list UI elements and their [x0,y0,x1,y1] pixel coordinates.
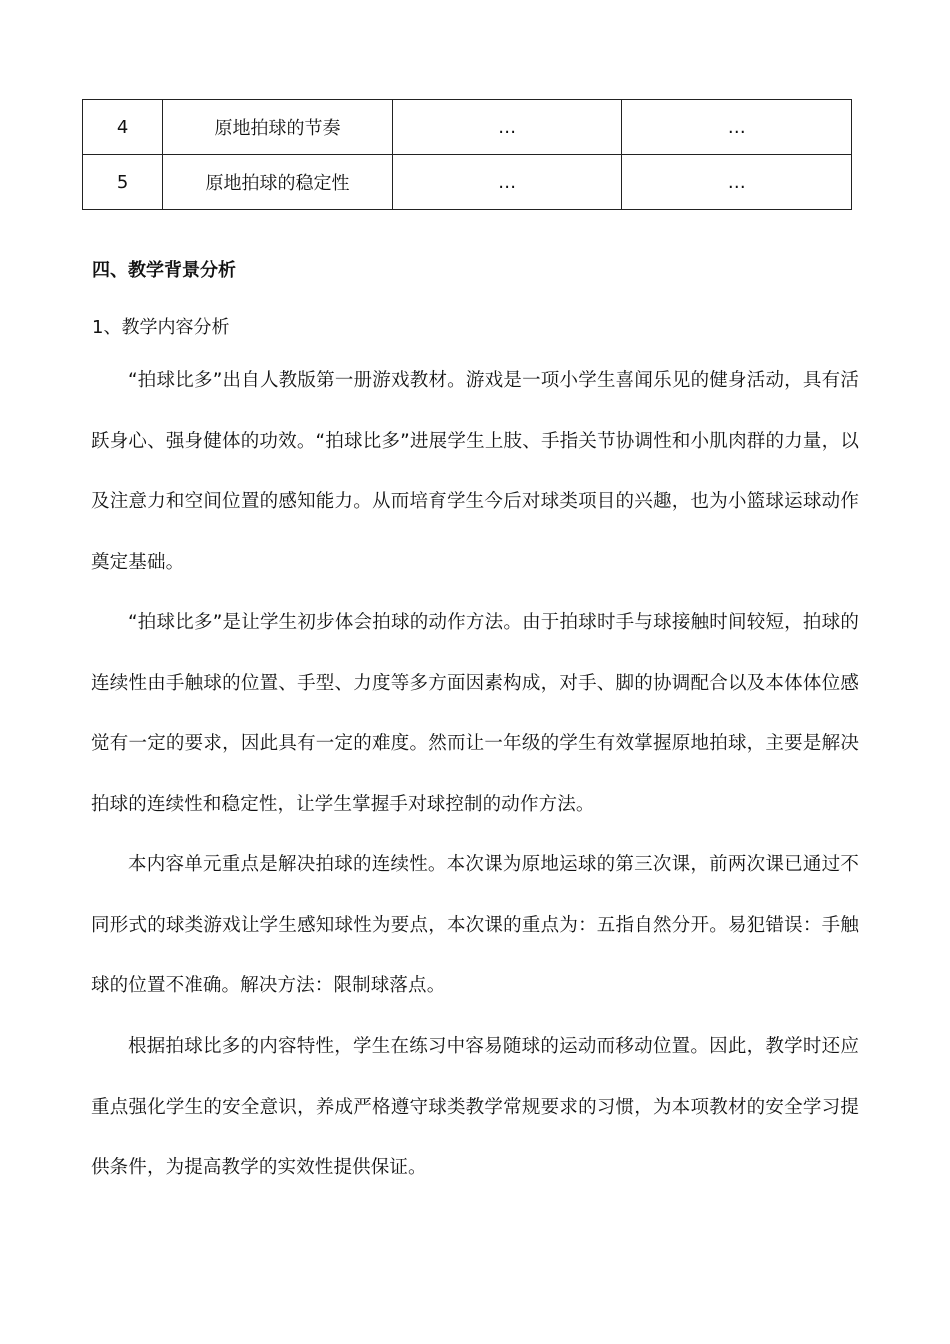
row-number: 5 [83,155,163,210]
paragraph: “拍球比多”出自人教版第一册游戏教材。游戏是一项小学生喜闻乐见的健身活动，具有活跃身心、强身健体的功效。“拍球比多”进展学生上肢、手指关节协调性和小肌肉群的力量，以及注意力和空间位置的感知能力。从而培育学生今后对球类项目的兴趣，也为小篮球运球动作奠定基础。 [91,370,859,573]
paragraph: 本内容单元重点是解决拍球的连续性。本次课为原地运球的第三次课，前两次课已通过不同形式的球类游戏让学生感知球性为要点，本次课的重点为：五指自然分开。易犯错误：手触球的位置不准确。解决方法：限制球落点。 [91,854,859,996]
section-heading: 四、教学背景分析 [92,260,236,281]
paragraph: 根据拍球比多的内容特性，学生在练习中容易随球的运动而移动位置。因此，教学时还应重点强化学生的安全意识，养成严格遵守球类教学常规要求的习惯，为本项教材的安全学习提供条件，为提高教学的实效性提供保证。 [91,1036,859,1178]
row-topic: 原地拍球的节奏 [163,100,393,155]
row-cell: … [392,155,622,210]
row-number: 4 [83,100,163,155]
row-topic: 原地拍球的稳定性 [163,155,393,210]
table-row [83,100,852,155]
paragraph: “拍球比多”是让学生初步体会拍球的动作方法。由于拍球时手与球接触时间较短，拍球的连续性由手触球的位置、手型、力度等多方面因素构成，对手、脚的协调配合以及本体体位感觉有一定的要求，因此具有一定的难度。然而让一年级的学生有效掌握原地拍球，主要是解决拍球的连续性和稳定性，让学生掌握手对球控制的动作方法。 [91,612,859,815]
table-row [83,155,852,210]
row-cell: … [622,100,852,155]
section-subheading: 1、教学内容分析 [92,317,230,338]
row-cell: … [392,100,622,155]
lesson-table [82,99,852,210]
row-cell: … [622,155,852,210]
